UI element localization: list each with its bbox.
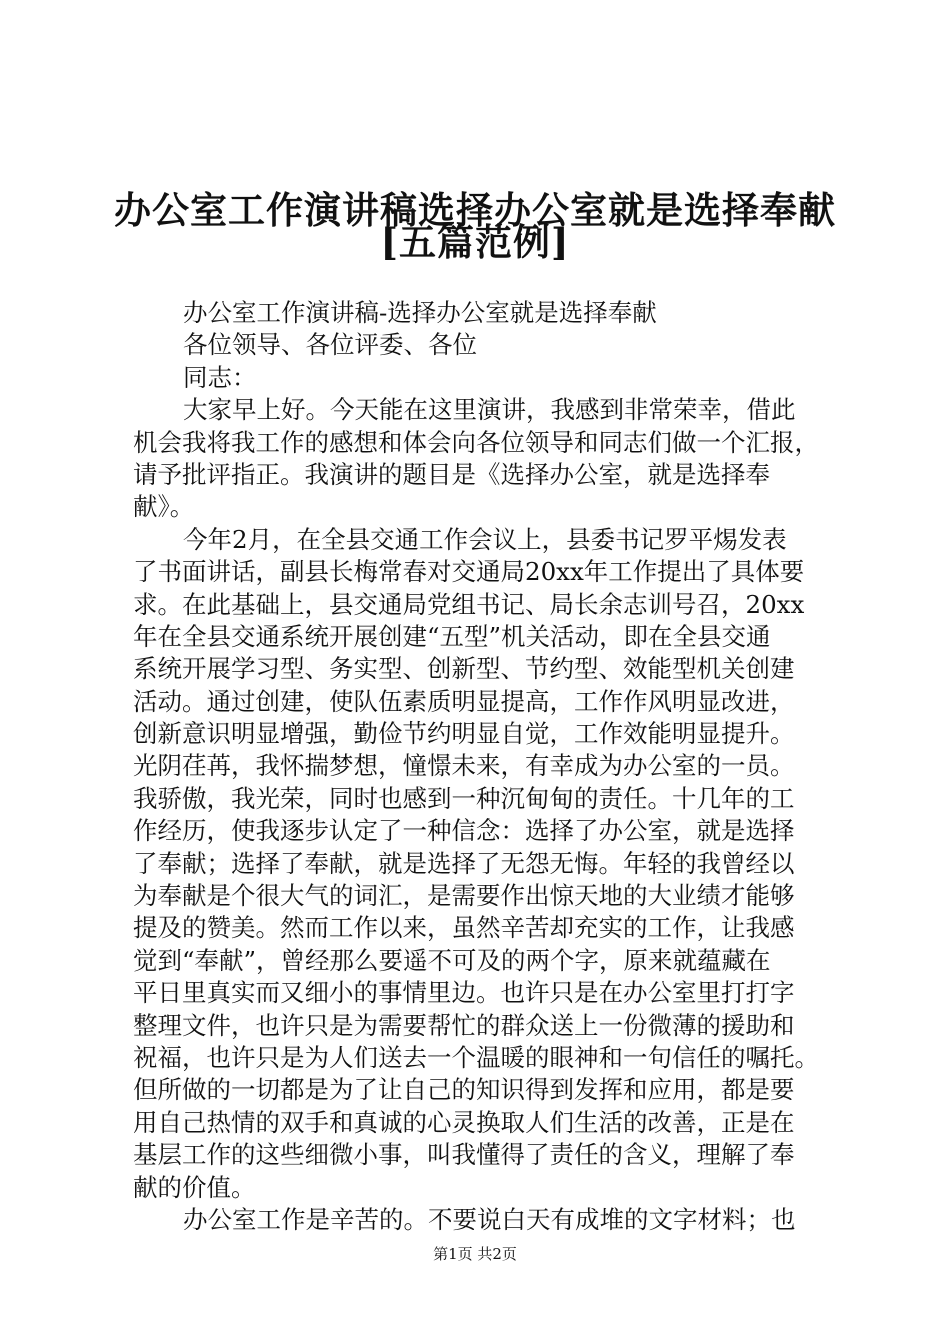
body-text-line: 机会我将我工作的感想和体会向各位领导和同志们做一个汇报， [133,427,819,457]
body-text-line: 各位领导、各位评委、各位 [183,330,477,360]
document-body [133,297,853,1236]
body-text-line: 办公室工作是辛苦的。不要说白天有成堆的文字材料；也 [183,1204,796,1234]
body-text-line: 献的价值。 [133,1172,256,1202]
body-text-line: 同志： [183,362,257,392]
body-text-line: 了奉献；选择了奉献，就是选择了无怨无悔。年轻的我曾经以 [133,848,795,878]
body-text-line: 今年2月，在全县交通工作会议上，县委书记罗平焬发表 [183,524,787,554]
body-text-line: 光阴荏苒，我怀揣梦想，憧憬未来，有幸成为办公室的一员。 [133,751,795,781]
page-footer: 第1页 共2页 [433,1245,517,1263]
body-text-line: 平日里真实而又细小的事情里边。也许只是在办公室里打打字 [133,978,795,1008]
body-text-line: 系统开展学习型、务实型、创新型、节约型、效能型机关创建 [133,654,795,684]
body-text-line: 办公室工作演讲稿-选择办公室就是选择奉献 [183,298,657,327]
body-text-line: 祝福，也许只是为人们送去一个温暖的眼神和一句信任的嘱托。 [133,1042,819,1072]
document-title-line-1: 办公室工作演讲稿选择办公室就是选择奉献 [114,188,836,232]
body-text-line: 求。在此基础上，县交通局党组书记、局长余志训号召，20xx [133,589,805,619]
document-title-line-2: [五篇范例] [380,220,570,264]
body-text-line: 但所做的一切都是为了让自己的知识得到发挥和应用，都是要 [133,1075,795,1105]
body-text-line: 整理文件，也许只是为需要帮忙的群众送上一份微薄的援助和 [133,1010,795,1040]
body-text-line: 献》。 [133,492,195,522]
body-text-line: 用自己热情的双手和真诚的心灵换取人们生活的改善，正是在 [133,1107,795,1137]
body-text-line: 觉到“奉献”，曾经那么要遥不可及的两个字，原来就蕴藏在 [133,945,771,975]
body-text-line: 了书面讲话，副县长梅常春对交通局20xx年工作提出了具体要 [133,557,805,587]
body-text-line: 创新意识明显增强，勤俭节约明显自觉，工作效能明显提升。 [133,719,795,749]
body-text-line: 我骄傲，我光荣，同时也感到一种沉甸甸的责任。十几年的工 [133,783,795,813]
body-text-line: 大家早上好。今天能在这里演讲，我感到非常荣幸，借此 [183,395,796,425]
body-text-line: 年在全县交通系统开展创建“五型”机关活动，即在全县交通 [133,621,771,651]
body-text-line: 作经历，使我逐步认定了一种信念：选择了办公室，就是选择 [133,816,795,846]
body-text-line: 为奉献是个很大气的词汇，是需要作出惊天地的大业绩才能够 [133,881,795,911]
body-text-line: 活动。通过创建，使队伍素质明显提高，工作作风明显改进， [133,686,795,716]
body-text-line: 基层工作的这些细微小事，叫我懂得了责任的含义，理解了奉 [133,1140,795,1170]
body-text-line: 提及的赞美。然而工作以来，虽然辛苦却充实的工作，让我感 [133,913,795,943]
body-text-line: 请予批评指正。我演讲的题目是《选择办公室，就是选择奉 [133,459,770,489]
